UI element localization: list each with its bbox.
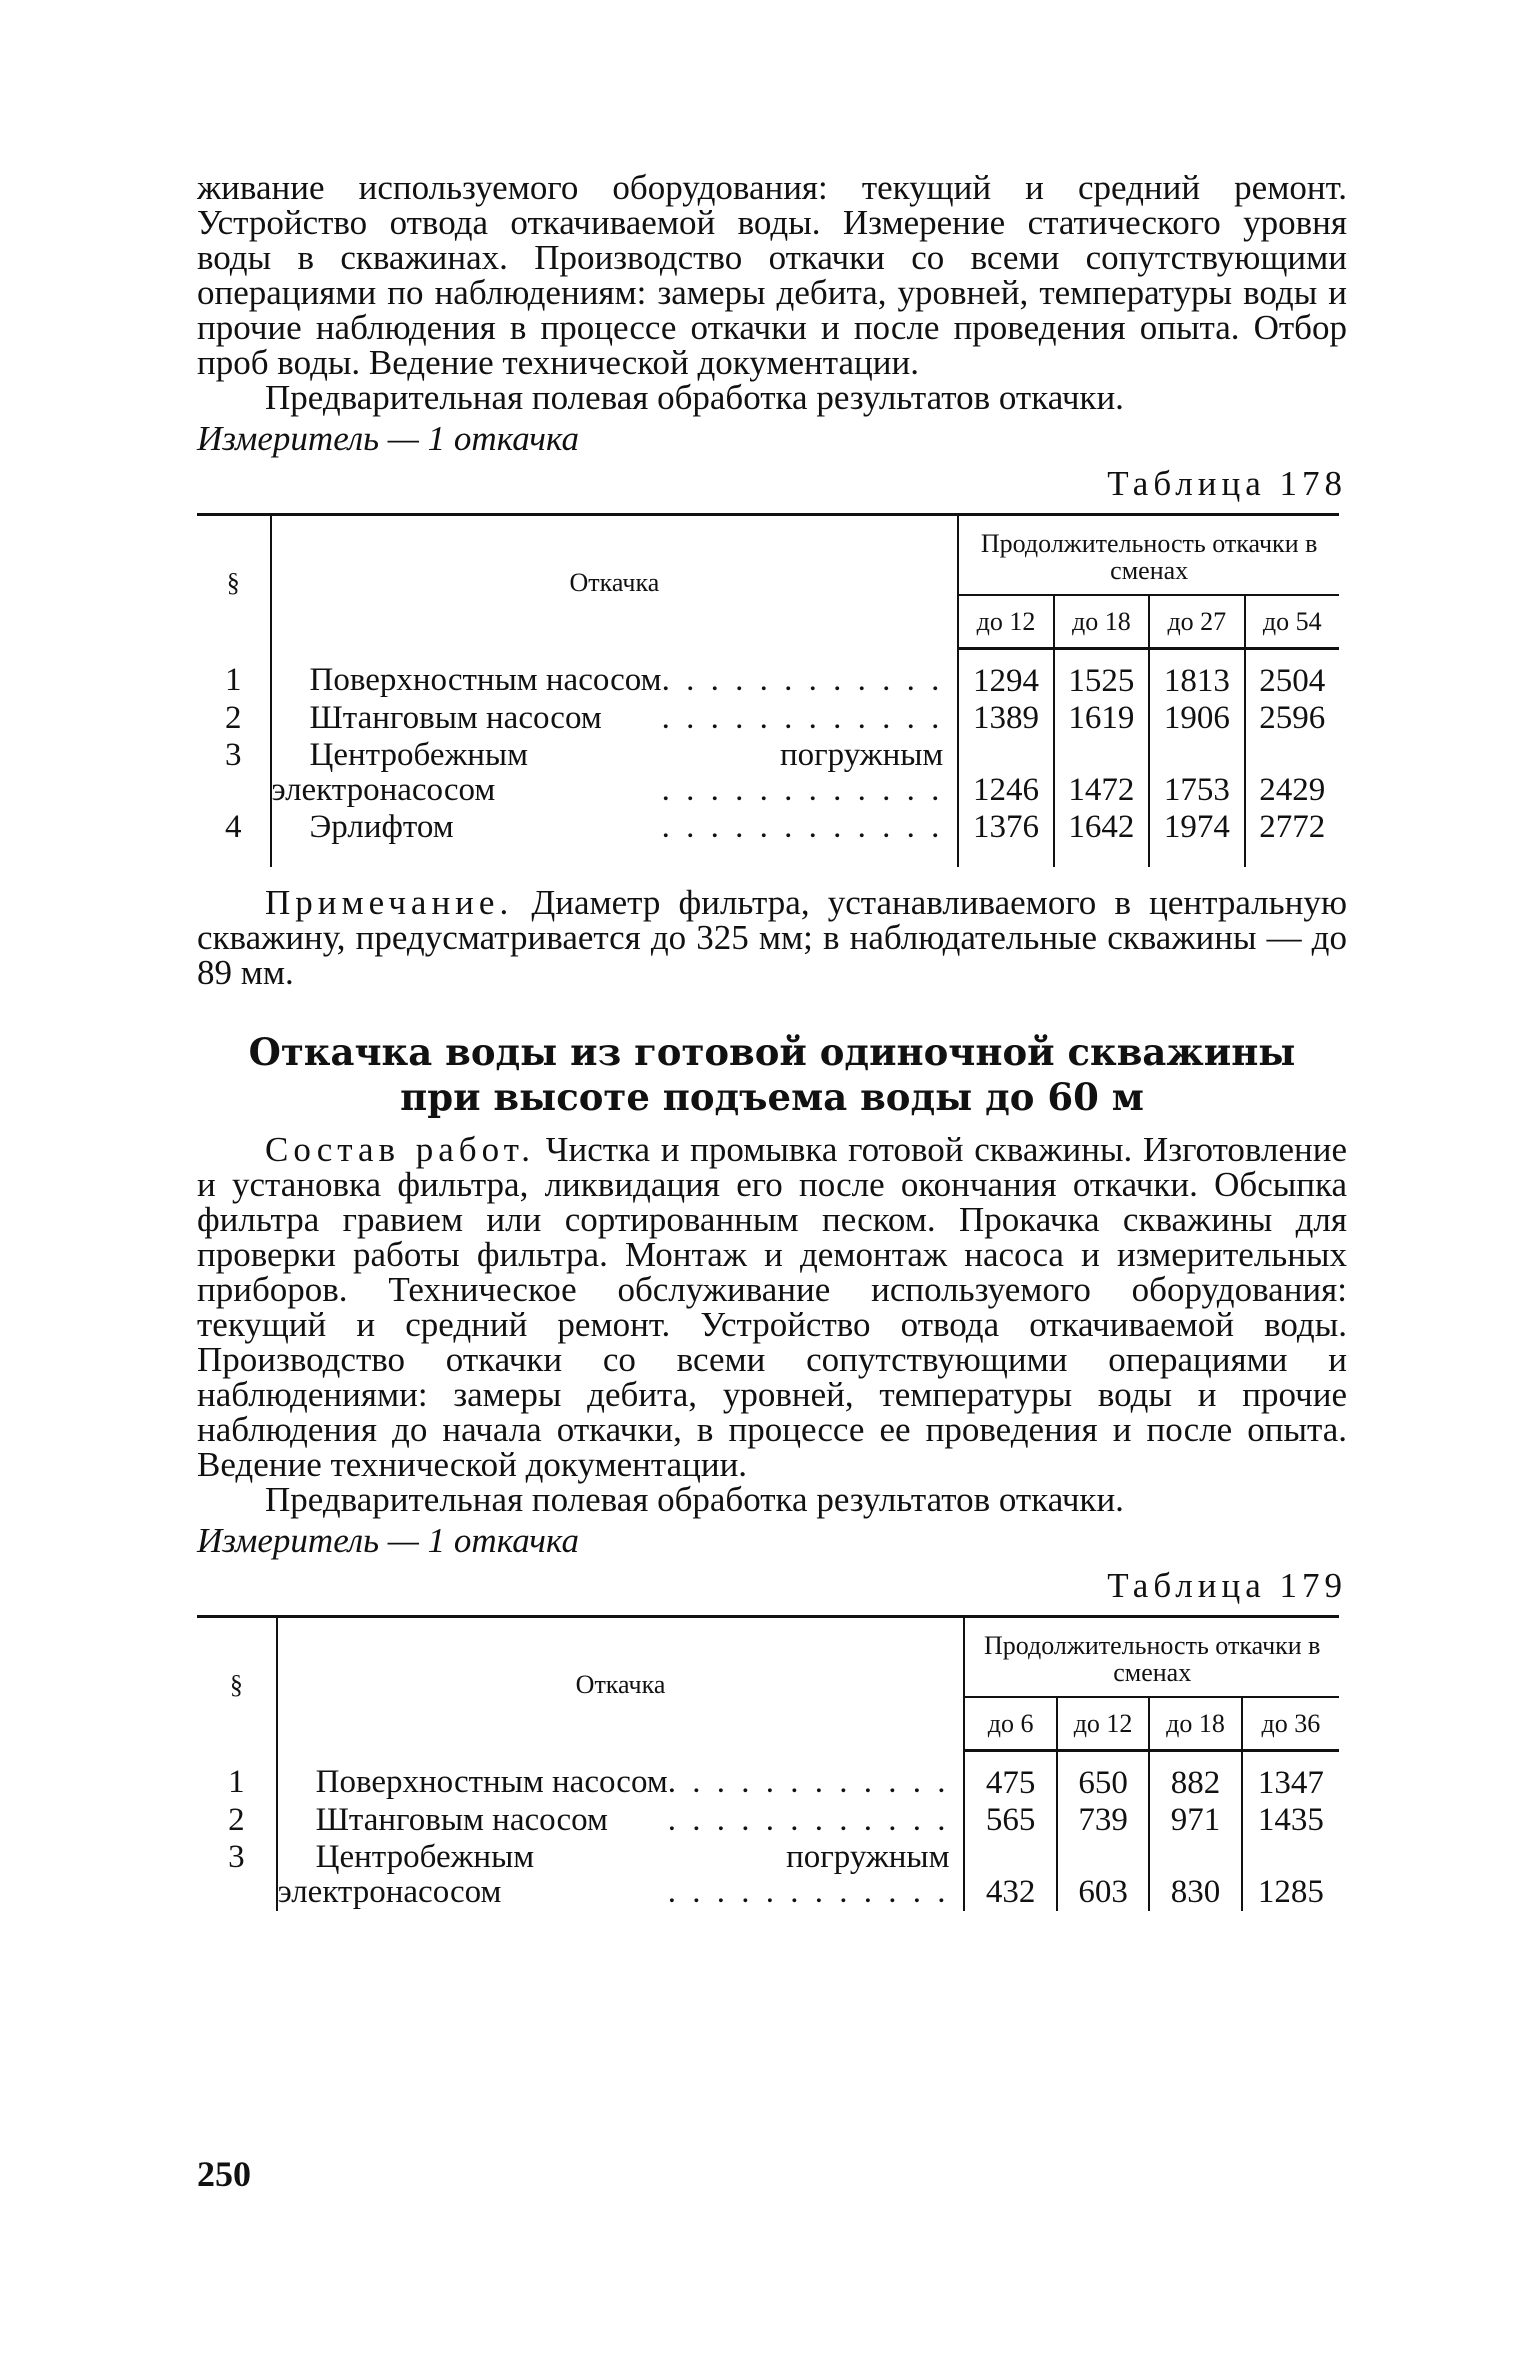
row-name: Центробежным погружным электронасосом . . . . . . . . . . . .: [277, 1839, 965, 1911]
row-value: 1294: [958, 649, 1053, 701]
row-value: 475: [964, 1751, 1056, 1803]
row-num: 4: [225, 809, 242, 845]
note-label: Примечание.: [265, 883, 514, 922]
row-name-text: Поверхностным насосом: [315, 1763, 668, 1800]
row-value: 830: [1149, 1839, 1241, 1911]
row-value: 565: [964, 1802, 1056, 1839]
t179-period: до 12: [1057, 1697, 1149, 1751]
table-178-caption: Таблица 178: [1107, 464, 1347, 503]
t179-col-group: Продолжительность откачки в сменах: [964, 1617, 1339, 1698]
t178-period: до 54: [1245, 595, 1339, 649]
row-num: 1: [228, 1763, 245, 1800]
row-value: 432: [964, 1839, 1056, 1911]
row-name: Поверхностным насосом . . . . . . . . . . . .: [277, 1751, 965, 1803]
unit-2: Измеритель — 1 откачка: [197, 1521, 579, 1560]
t179-col-num: §: [229, 1669, 243, 1699]
composition-label: Состав работ.: [265, 1130, 536, 1169]
row-name-text: Поверхностным насосом: [309, 661, 662, 698]
row-value: 1974: [1149, 809, 1244, 867]
row-name-text: Штанговым насосом: [315, 1802, 608, 1838]
t178-period: до 12: [958, 595, 1053, 649]
row-value: 1435: [1242, 1802, 1339, 1839]
t179-period: до 6: [964, 1697, 1056, 1751]
row-value: 1753: [1149, 737, 1244, 809]
row-value: 971: [1149, 1802, 1241, 1839]
table-row: [197, 1839, 1339, 1911]
row-name-line2: электронасосом: [277, 1874, 502, 1910]
section-title-line2: при высоте подъема воды до 60 м: [400, 1075, 1144, 1119]
row-name-line1: Центробежным погружным: [309, 737, 944, 773]
row-name: Эрлифтом . . . . . . . . . . . .: [271, 809, 959, 867]
row-value: 1813: [1149, 649, 1244, 701]
table-row: [197, 1751, 1339, 1803]
composition: [197, 1132, 1347, 1482]
row-name-line2: электронасосом: [271, 772, 496, 808]
processing-2: Предварительная полевая обработка результатов откачки.: [265, 1480, 1124, 1519]
row-num: 2: [228, 1802, 245, 1838]
row-value: 2429: [1245, 737, 1339, 809]
row-value: 650: [1057, 1751, 1149, 1803]
t179-period: до 18: [1149, 1697, 1241, 1751]
t178-col-name: Откачка: [271, 515, 959, 649]
table-row: [197, 809, 1339, 867]
table-row: [197, 649, 1339, 701]
row-name: Центробежным погружным электронасосом . . . . . . . . . . . .: [271, 737, 959, 809]
section-title: [197, 1030, 1347, 1120]
t178-col-group: Продолжительность откачки в сменах: [958, 515, 1339, 596]
row-num: 2: [225, 700, 242, 736]
row-name: Штанговым насосом . . . . . . . . . . . .: [277, 1802, 965, 1839]
table-row: [197, 1802, 1339, 1839]
row-value: 1389: [958, 700, 1053, 737]
t179-period: до 36: [1242, 1697, 1339, 1751]
intro-paragraph: живание используемого оборудования: текущий и средний ремонт. Устройство отвода откачиваемой воды. Измерение статического уровня воды в скважинах. Производство откачки со всеми сопутствующими операциями по наблюдениям: замеры дебита, уровней, температуры воды и прочие наблюдения в процессе откачки и после проведения опыта. Отбор проб воды. Ведение технической документации.: [197, 168, 1347, 382]
composition-text: Чистка и промывка готовой скважины. Изготовление и установка фильтра, ликвидация его после окончания откачки. Обсыпка фильтра гравием или сортированным песком. Прокачка скважины для проверки работы фильтра. Монтаж и демонтаж насоса и измерительных приборов. Техническое обслуживание используемого оборудования: текущий и средний ремонт. Устройство отвода откачиваемой воды. Производство откачки со всеми сопутствующими операциями и наблюдениями: замеры дебита, уровней, температуры воды и прочие наблюдения до начала откачки, в процессе ее проведения и после опыта. Ведение технической документации.: [197, 1130, 1347, 1484]
row-name-text: Эрлифтом: [309, 809, 454, 845]
table-179-caption: Таблица 179: [1107, 1566, 1347, 1605]
row-value: 2772: [1245, 809, 1339, 867]
page: [197, 170, 1347, 1911]
row-name: Поверхностным насосом . . . . . . . . . . . .: [271, 649, 959, 701]
row-value: 1246: [958, 737, 1053, 809]
row-num: 3: [225, 737, 242, 773]
t179-col-name: Откачка: [277, 1617, 965, 1751]
row-value: 1347: [1242, 1751, 1339, 1803]
note: [197, 885, 1347, 990]
row-value: 2596: [1245, 700, 1339, 737]
row-name-text: Штанговым насосом: [309, 700, 602, 736]
row-value: 1285: [1242, 1839, 1339, 1911]
row-value: 1376: [958, 809, 1053, 867]
row-value: 1642: [1054, 809, 1149, 867]
table-row: [197, 700, 1339, 737]
row-name-line1: Центробежным погружным: [315, 1839, 950, 1875]
t178-col-num: §: [226, 567, 240, 597]
table-178: [197, 513, 1339, 867]
row-value: 1619: [1054, 700, 1149, 737]
row-num: 1: [225, 661, 242, 698]
row-value: 1472: [1054, 737, 1149, 809]
section-title-line1: Откачка воды из готовой одиночной скважины: [248, 1030, 1296, 1074]
t178-period: до 27: [1149, 595, 1244, 649]
row-value: 1525: [1054, 649, 1149, 701]
row-value: 603: [1057, 1839, 1149, 1911]
row-name: Штанговым насосом . . . . . . . . . . . .: [271, 700, 959, 737]
table-row: [197, 737, 1339, 809]
table-179: [197, 1615, 1339, 1911]
t178-period: до 18: [1054, 595, 1149, 649]
intro-unit: Измеритель — 1 откачка: [197, 419, 579, 458]
row-value: 2504: [1245, 649, 1339, 701]
row-num: 3: [228, 1839, 245, 1875]
note-text: Диаметр фильтра, устанавливаемого в центральную скважину, предусматривается до 325 мм; в наблюдательные скважины — до 89 мм.: [197, 883, 1347, 992]
row-value: 1906: [1149, 700, 1244, 737]
page-number: 250: [197, 2154, 251, 2194]
intro-processing: Предварительная полевая обработка результатов откачки.: [265, 378, 1124, 417]
row-value: 739: [1057, 1802, 1149, 1839]
row-value: 882: [1149, 1751, 1241, 1803]
